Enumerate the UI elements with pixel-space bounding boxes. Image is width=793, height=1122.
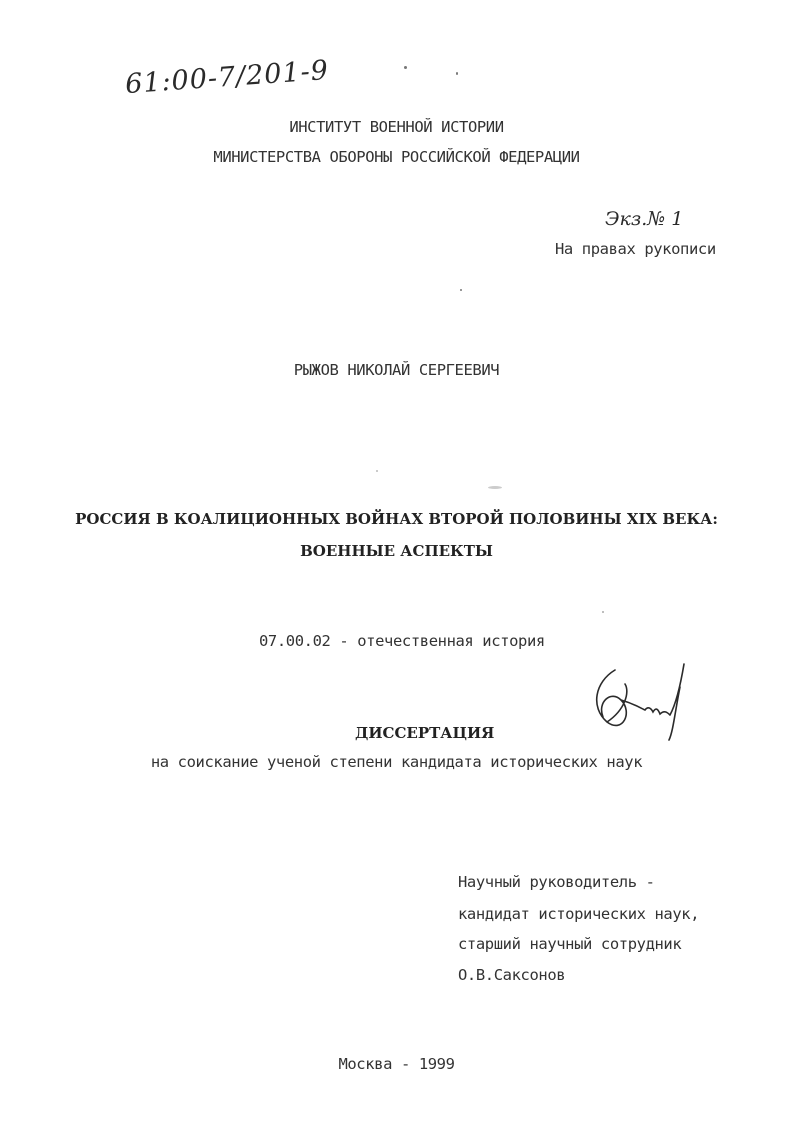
scan-speck <box>460 289 462 291</box>
dissertation-title-line1: РОССИЯ В КОАЛИЦИОННЫХ ВОЙНАХ ВТОРОЙ ПОЛОВИНЫ XIX ВЕКА: <box>75 510 718 528</box>
supervisor-line2: кандидат исторических наук, <box>458 905 700 923</box>
author-name: РЫЖОВ НИКОЛАЙ СЕРГЕЕВИЧ <box>293 361 500 379</box>
scan-speck <box>456 72 458 75</box>
place-and-year: Москва - 1999 <box>338 1055 455 1073</box>
rights-note: На правах рукописи <box>555 240 716 258</box>
dissertation-title-line2: ВОЕННЫЕ АСПЕКТЫ <box>300 542 493 560</box>
copy-number-handwritten: Экз.№ 1 <box>605 208 684 230</box>
supervisor-line3: старший научный сотрудник <box>458 935 682 953</box>
scan-speck <box>404 66 407 69</box>
scan-speck <box>602 611 604 613</box>
supervisor-name: О.В.Саксонов <box>458 966 566 984</box>
institute-name-line1: ИНСТИТУТ ВОЕННОЙ ИСТОРИИ <box>289 118 504 136</box>
archive-number-handwritten: 61:00-7/201-9 <box>124 54 330 101</box>
scan-speck <box>488 486 502 489</box>
supervisor-line1: Научный руководитель - <box>458 873 655 891</box>
degree-description: на соискание ученой степени кандидата исторических наук <box>150 753 643 771</box>
scan-speck <box>376 470 378 472</box>
author-signature <box>585 662 690 742</box>
specialty-code: 07.00.02 - отечественная история <box>259 632 545 650</box>
institute-name-line2: МИНИСТЕРСТВА ОБОРОНЫ РОССИЙСКОЙ ФЕДЕРАЦИИ <box>213 148 580 166</box>
work-type-heading: ДИССЕРТАЦИЯ <box>355 724 495 742</box>
